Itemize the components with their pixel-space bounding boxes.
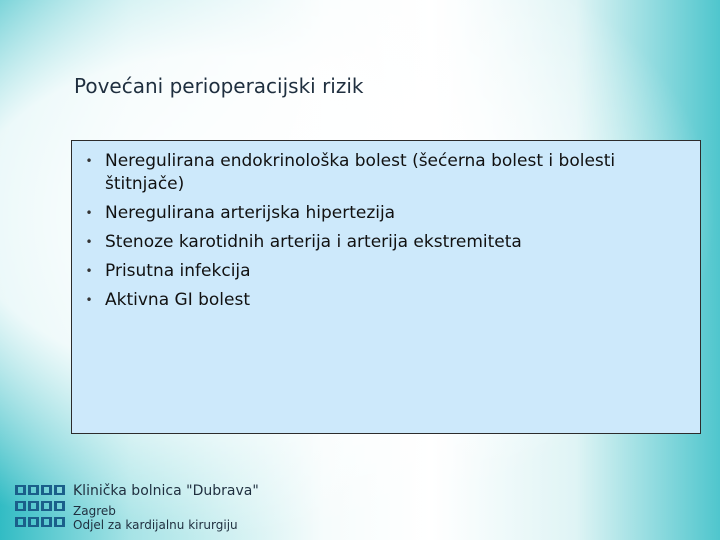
bullet-list xyxy=(72,147,672,315)
list-item xyxy=(72,286,672,315)
bullet-icon: • xyxy=(85,154,93,168)
list-item xyxy=(72,147,672,199)
bullet-icon: • xyxy=(85,235,93,249)
hospital-name: Klinička bolnica "Dubrava" xyxy=(73,483,259,499)
hospital-department: Odjel za kardijalnu kirurgiju xyxy=(73,518,238,532)
bullet-text: Neregulirana arterijska hipertezija xyxy=(105,203,396,223)
list-item xyxy=(72,228,672,257)
list-item xyxy=(72,199,672,228)
bullet-icon: • xyxy=(85,206,93,220)
bullet-icon: • xyxy=(85,293,93,307)
bullet-text: Aktivna GI bolest xyxy=(105,290,251,310)
bullet-icon: • xyxy=(85,264,93,278)
slide-title: Povećani perioperacijski rizik xyxy=(74,74,364,98)
content-box xyxy=(71,140,701,434)
list-item xyxy=(72,257,672,286)
hospital-city: Zagreb xyxy=(73,504,116,518)
hospital-logo-icon xyxy=(14,481,66,531)
hospital-info xyxy=(73,483,259,532)
bullet-text: Neregulirana endokrinološka bolest (šećerna bolest i bolesti xyxy=(105,151,616,171)
bullet-text: Prisutna infekcija xyxy=(105,261,251,281)
bullet-text: Stenoze karotidnih arterija i arterija ekstremiteta xyxy=(105,232,522,252)
bullet-text-continued: štitnjače) xyxy=(105,174,185,194)
